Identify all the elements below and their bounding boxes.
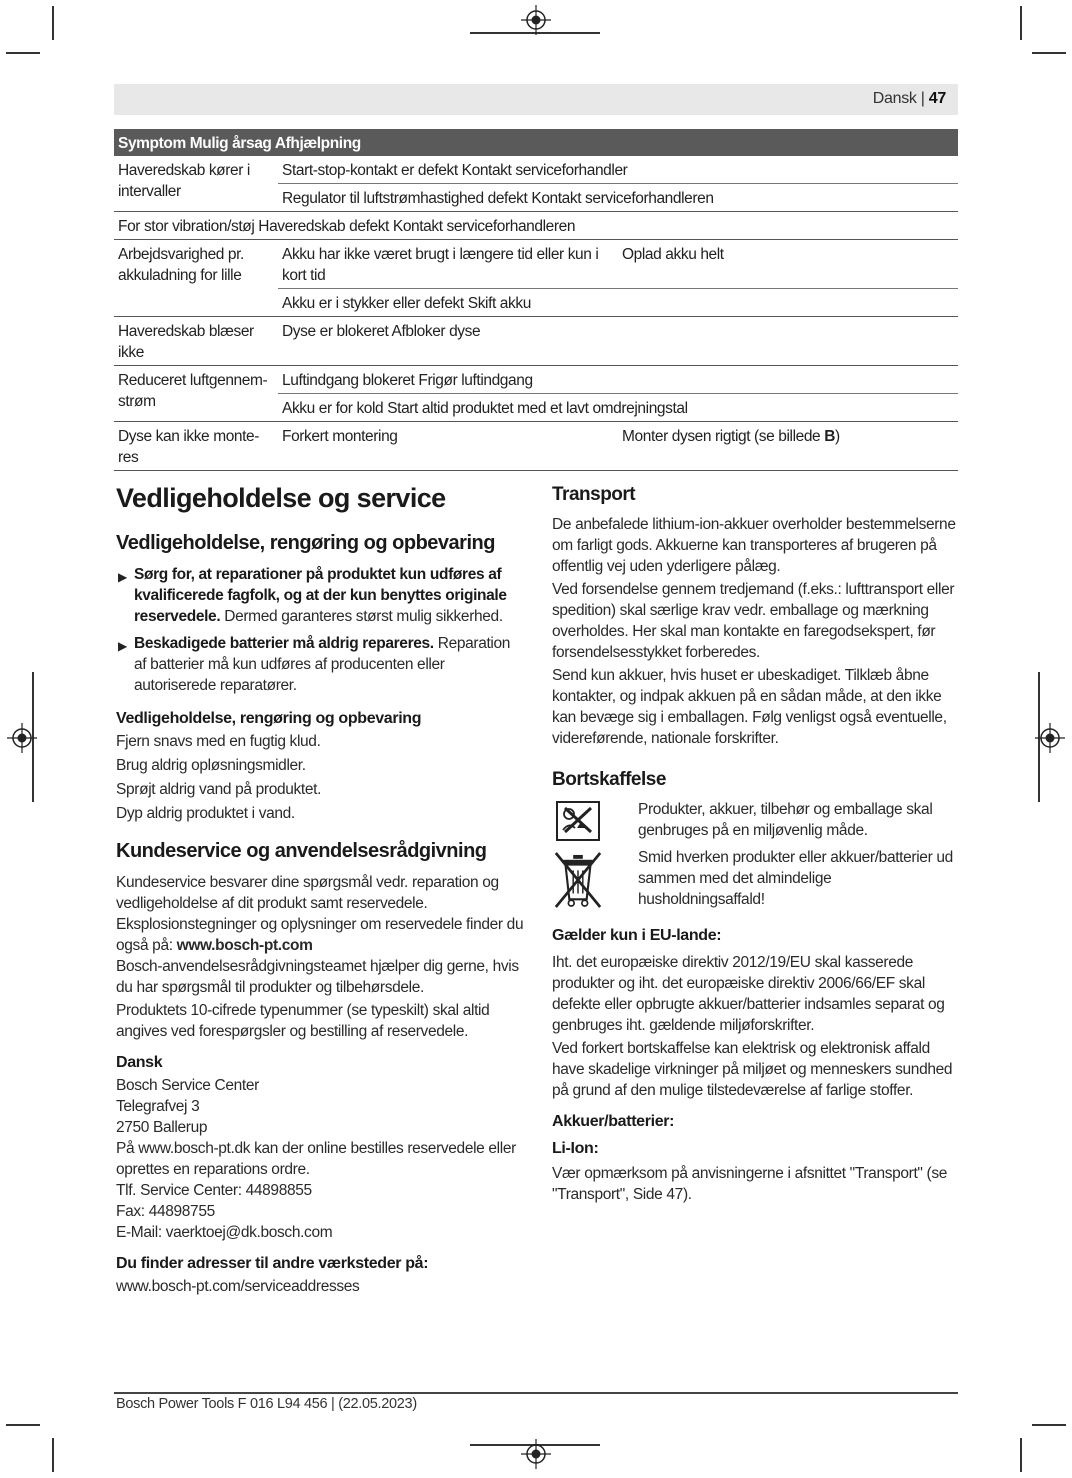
disposal-text: Produkter, akkuer, tilbehør og emballage skal genbruges på en miljøvenlig måde. [638, 801, 933, 839]
bullet-item: ▶ Sørg for, at reparationer på produktet kun udføres af kvalificerede fagfolk, og at der kun benyttes originale reservedele. Dermed garanteres størst mulig sikkerhed. [118, 566, 507, 625]
symptom-cell: Haveredskab blæser ikke [114, 317, 278, 366]
email-address: E-Mail: vaerktoej@dk.bosch.com [116, 1224, 333, 1241]
transport-paragraph: Ved forsendelse gennem tredjemand (f.eks.: lufttransport eller spedition) skal særlige krav vedr. emballage og mærkning overholdes. Her skal man kontakte en faregodsekspert, før forsendelsesstykket forberedes. [552, 581, 955, 661]
disposal-item [552, 799, 960, 843]
batteries-heading: Akkuer/batterier: [552, 1113, 675, 1130]
header-section: Dansk [872, 90, 917, 107]
symptom-cell: Haveredskab kører i intervaller [114, 156, 278, 212]
bullet-triangle-icon: ▶ [118, 570, 127, 584]
symptom-cell: Dyse kan ikke monte-res [114, 422, 278, 471]
eu-heading: Gælder kun i EU-lande: [552, 927, 722, 944]
service-addresses-link[interactable]: www.bosch-pt.com/serviceaddresses [116, 1278, 360, 1295]
table-row [114, 240, 958, 289]
online-order-text: På www.bosch-pt.dk kan der online bestilles reservedele eller oprettes en reparations ordre. [116, 1140, 516, 1178]
liion-paragraph: Vær opmærksom på anvisningerne i afsnittet "Transport" (se "Transport", Side 47). [552, 1165, 948, 1203]
page-header [114, 84, 958, 115]
crossed-bin-icon [552, 847, 604, 913]
address-line: Bosch Service Center [116, 1077, 259, 1094]
crop-mark [1032, 1424, 1066, 1426]
disposal-text: Smid hverken produkter eller akkuer/batterier ud sammen med det almindelige husholdningsaffald! [638, 849, 953, 908]
maintenance-line: Fjern snavs med en fugtig klud. [116, 733, 321, 750]
maintenance-subheading: Vedligeholdelse, rengøring og opbevaring [116, 710, 422, 727]
footer-divider [114, 1392, 958, 1394]
symptom-cell: Reduceret luftgennem-strøm [114, 366, 278, 422]
service-paragraph: Produktets 10-cifrede typenummer (se typeskilt) skal altid angives ved forespørgsler og bestilling af reservedele. [116, 1002, 490, 1040]
crop-mark [52, 1438, 54, 1472]
bullet-triangle-icon: ▶ [118, 639, 127, 653]
service-paragraph: Kundeservice besvarer dine spørgsmål vedr. reparation og vedligeholdelse af dit produkt samt reservedele. Eksplosionstegninger og oplysninger om reservedele finder du også på: www.bosch-pt.com [116, 874, 524, 954]
page-number: 47 [928, 90, 946, 107]
address-line: Telegrafvej 3 [116, 1098, 200, 1115]
crop-mark [52, 6, 54, 40]
maintenance-line: Brug aldrig opløsningsmidler. [116, 757, 306, 774]
maintenance-heading: Vedligeholdelse, rengøring og opbevaring [116, 532, 495, 554]
registration-mark-icon [520, 4, 552, 36]
left-column [116, 482, 526, 1297]
cause-remedy-cell: Regulator til luftstrømhastighed defekt Kontakt serviceforhandleren [278, 184, 958, 212]
table-row [114, 156, 958, 184]
eu-paragraph: Ved forkert bortskaffelse kan elektrisk og elektronisk affald have skadelige virkninger på miljøet og menneskers sundhed på grund af den mulige tilstedeværelse af farlige stoffer. [552, 1040, 953, 1099]
full-row-cell: For stor vibration/støj Haveredskab defekt Kontakt serviceforhandleren [114, 212, 958, 240]
service-link[interactable]: www.bosch-pt.com [176, 937, 313, 954]
header-separator: | [920, 90, 925, 107]
maintenance-line: Dyp aldrig produktet i vand. [116, 805, 295, 822]
crop-mark [1032, 52, 1066, 54]
footer-text: Bosch Power Tools F 016 L94 456 | (22.05.2023) [116, 1396, 417, 1412]
country-heading: Dansk [116, 1054, 163, 1071]
remedy-cell: Monter dysen rigtigt (se billede B) [618, 422, 958, 471]
crop-mark [6, 1424, 40, 1426]
transport-paragraph: Send kun akkuer, hvis huset er ubeskadiget. Tilklæb åbne kontakter, og indpak akkuen på en sådan måde, at den ikke kan bevæge sig i emballagen. Følg venligst også eventuelle, videreførende, nationale forskrifter. [552, 667, 947, 747]
crop-mark [6, 52, 40, 54]
cause-remedy-cell: Start-stop-kontakt er defekt Kontakt serviceforhandler [278, 156, 958, 184]
liion-heading: Li-Ion: [552, 1140, 599, 1157]
crop-mark [1020, 6, 1022, 40]
registration-mark-icon [6, 722, 38, 754]
disposal-heading: Bortskaffelse [552, 769, 666, 790]
crop-mark [1020, 1438, 1022, 1472]
troubleshooting-table [114, 129, 958, 471]
disposal-item [552, 847, 960, 913]
recycling-icon [552, 799, 604, 843]
remedy-cell: Oplad akku helt [618, 240, 958, 289]
cause-remedy-cell: Akku er for kold Start altid produktet med et lavt omdrejningstal [278, 394, 958, 422]
table-header-row [114, 129, 958, 156]
eu-paragraph: Iht. det europæiske direktiv 2012/19/EU skal kasserede produkter og iht. det europæiske direktiv 2006/66/EF skal defekte eller opbrugte akkuer/batterier indsamles separat og genbruges iht. gældende miljøforskrifter. [552, 954, 945, 1034]
cause-cell: Forkert montering [278, 422, 618, 471]
cause-remedy-cell: Akku er i stykker eller defekt Skift akku [278, 289, 958, 317]
section-title: Vedligeholdelse og service [116, 483, 446, 513]
service-heading: Kundeservice og anvendelsesrådgivning [116, 840, 487, 862]
table-row [114, 366, 958, 394]
address-line: 2750 Ballerup [116, 1119, 208, 1136]
transport-heading: Transport [552, 484, 636, 505]
table-row [114, 422, 958, 471]
cause-remedy-cell: Dyse er blokeret Afbloker dyse [278, 317, 958, 366]
table-row [114, 317, 958, 366]
maintenance-line: Sprøjt aldrig vand på produktet. [116, 781, 322, 798]
cause-remedy-cell: Luftindgang blokeret Frigør luftindgang [278, 366, 958, 394]
fax-number: Fax: 44898755 [116, 1203, 215, 1220]
registration-mark-icon [520, 1438, 552, 1470]
bullet-item: ▶ Beskadigede batterier må aldrig repareres. Reparation af batterier må kun udføres af producenten eller autoriserede reparatører. [118, 635, 511, 694]
table-row [114, 212, 958, 240]
other-addresses-heading: Du finder adresser til andre værksteder på: [116, 1255, 429, 1272]
table-header: Symptom Mulig årsag Afhjælpning [114, 129, 958, 156]
right-column [552, 482, 960, 1205]
header-text [873, 90, 946, 108]
cause-cell: Akku har ikke været brugt i længere tid eller kun i kort tid [278, 240, 618, 289]
service-paragraph: Bosch-anvendelsesrådgivningsteamet hjælper dig gerne, hvis du har spørgsmål til produkter og tilbehørsdele. [116, 958, 519, 996]
symptom-cell: Arbejdsvarighed pr. akkuladning for lille [114, 240, 278, 317]
phone-number: Tlf. Service Center: 44898855 [116, 1182, 312, 1199]
registration-mark-icon [1034, 722, 1066, 754]
transport-paragraph: De anbefalede lithium-ion-akkuer overholder bestemmelserne om farligt gods. Akkuerne kan transporteres af brugeren på offentlig vej uden yderligere pålæg. [552, 516, 956, 575]
